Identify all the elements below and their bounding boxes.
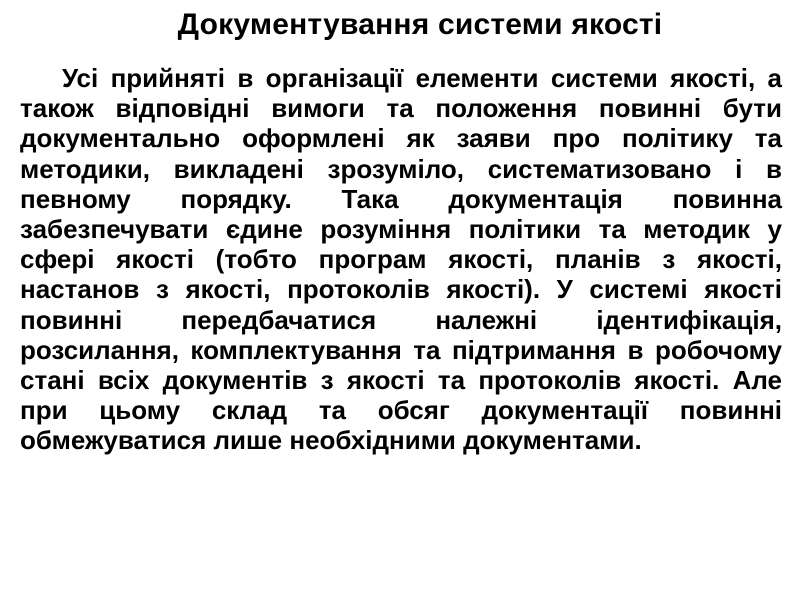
slide-body-paragraph: Усі прийняті в організації елементи системи якості, а також відповідні вимоги та положення повинні бути документально оформлені як заяви про політику та методики, викладені зрозуміло, систематизовано і в певному порядку. Така документація повинна забезпечувати єдине розуміння політики та методик у сфері якості (тобто програм якості, планів з якості, настанов з якості, протоколів якості). У системі якості повинні передбачатися належні ідентифікація, розсилання, комплектування та підтримання в робочому стані всіх документів з якості та протоколів якості. Але при цьому склад та обсяг документації повинні обмежуватися лише необхідними документами.: [20, 63, 782, 456]
slide-title: Документування системи якості: [177, 8, 663, 41]
